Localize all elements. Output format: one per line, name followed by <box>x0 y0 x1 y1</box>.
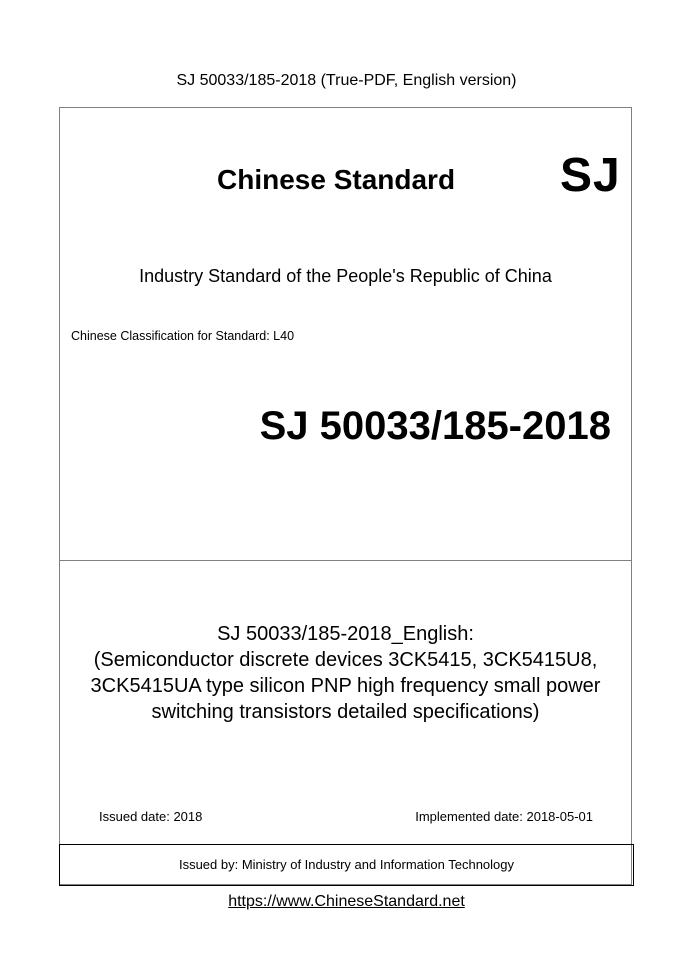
cover-frame <box>59 107 632 885</box>
standard-number: SJ 50033/185-2018 <box>259 404 611 448</box>
title-line: 3CK5415UA type silicon PNP high frequency small power <box>90 675 601 697</box>
issued-by-box: Issued by: Ministry of Industry and Information Technology <box>59 844 634 886</box>
sj-logo: SJ <box>560 149 621 202</box>
website-link[interactable]: https://www.ChineseStandard.net <box>228 893 465 910</box>
title-line: (Semiconductor discrete devices 3CK5415, 3CK5415U8, <box>93 649 598 671</box>
issued-date: Issued date: 2018 <box>99 809 203 824</box>
cover-top-section <box>60 108 631 561</box>
title-line: switching transistors detailed specifications) <box>151 701 540 723</box>
cover-subheading: Industry Standard of the People's Republic of China <box>139 266 552 286</box>
cover-title-section <box>60 561 631 844</box>
implemented-date: Implemented date: 2018-05-01 <box>415 809 593 824</box>
page-header: SJ 50033/185-2018 (True-PDF, English version) <box>176 72 517 89</box>
title-line: SJ 50033/185-2018_English: <box>217 623 474 645</box>
cover-heading: Chinese Standard <box>217 164 456 195</box>
document-title <box>60 621 631 725</box>
classification-text: Chinese Classification for Standard: L40 <box>71 329 295 343</box>
